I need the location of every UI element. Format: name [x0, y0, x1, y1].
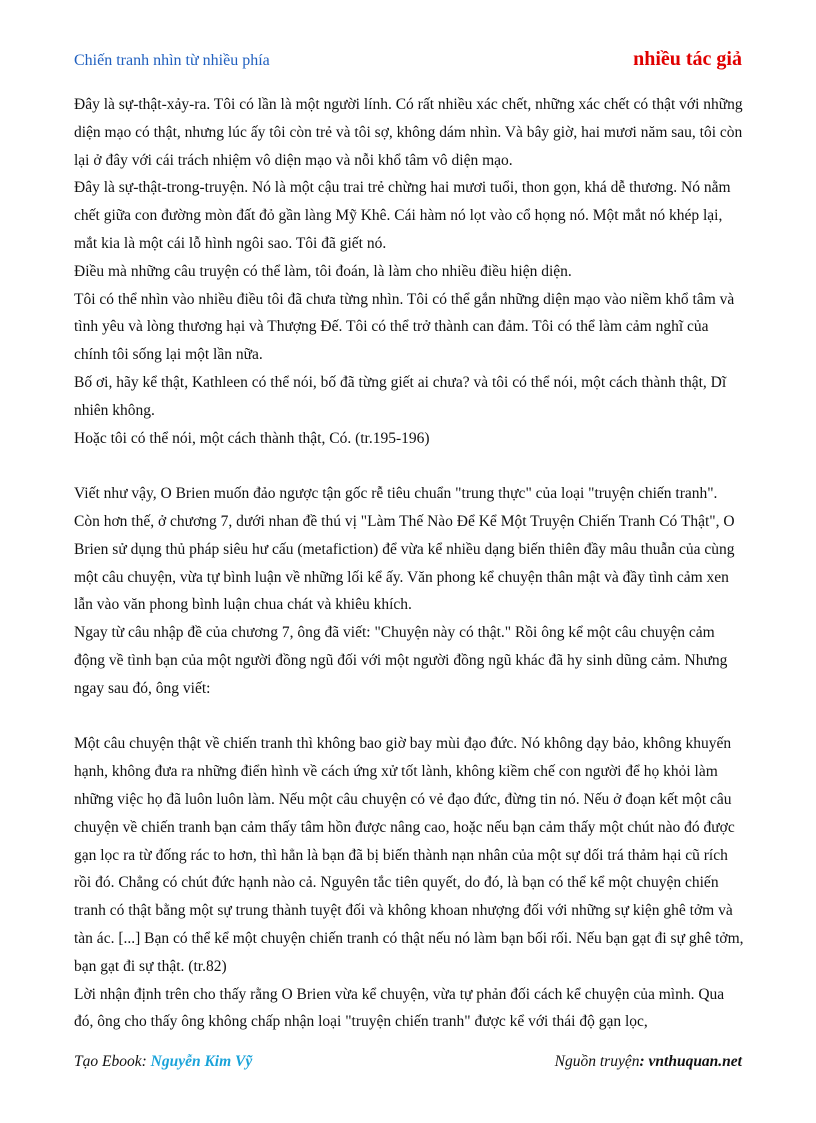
- ebook-credit: Tạo Ebook: Nguyễn Kim Vỹ: [74, 1053, 253, 1070]
- paragraph: Đây là sự-thật-trong-truyện. Nó là một cậu trai trẻ chừng hai mươi tuổi, thon gọn, khá dễ thương. Nó nằm chết giữa con đường mòn đất đỏ gần làng Mỹ Khê. Cái hàm nó lọt vào cổ họng nó. Một mắt nó khép lại, mắt kia là một cái lỗ hình ngôi sao. Tôi đã giết nó.: [74, 179, 731, 252]
- book-title: Chiến tranh nhìn từ nhiều phía: [74, 52, 270, 69]
- paragraph: Đây là sự-thật-xảy-ra. Tôi có lần là một người lính. Có rất nhiều xác chết, những xác chết có thật với những diện mạo có thật, nhưng lúc ấy tôi còn trẻ và tôi sợ, không dám nhìn. Và bây giờ, hai mươi năm sau, tôi còn lại ở đây với cái trách nhiệm vô diện mạo và nỗi khổ tâm vô diện mạo.: [74, 96, 743, 169]
- source-site: vnthuquan.net: [648, 1053, 742, 1070]
- author-label: nhiều tác giả: [633, 48, 742, 70]
- paragraph: Ngay từ câu nhập đề của chương 7, ông đã viết: "Chuyện này có thật." Rồi ông kể một câu chuyện cảm động về tình bạn của một người đồng ngũ đối với một người đồng ngũ khác đã hy sinh dũng cảm. Nhưng ngay sau đó, ông viết:: [74, 624, 728, 697]
- paragraph: Bố ơi, hãy kể thật, Kathleen có thể nói, bố đã từng giết ai chưa? và tôi có thể nói, một cách thành thật, Dĩ nhiên không.: [74, 373, 727, 419]
- paragraph: Một câu chuyện thật về chiến tranh thì không bao giờ bay mùi đạo đức. Nó không dạy bảo, không khuyến hạnh, không đưa ra những điển hình về cách ứng xử tốt lành, không kiềm chế con người để họ khỏi làm những việc họ đã luôn luôn làm. Nếu một câu chuyện có vẻ đạo đức, đừng tin nó. Nếu ở đoạn kết một câu chuyện về chiến tranh bạn cảm thấy tâm hồn được nâng cao, hoặc nếu bạn cảm thấy một chút nào đó được gạn lọc ra từ đống rác to hơn, thì hẳn là bạn đã bị biến thành nạn nhân của một sự dối trá thảm hại cũ rích rồi đó. Chẳng có chút đức hạnh nào cả. Nguyên tắc tiên quyết, do đó, là bạn có thể kể một chuyện chiến tranh có thật bằng một sự trung thành tuyệt đối và không khoan nhượng đối với những sự kiện ghê tởm và tàn ác. [...] Bạn có thể kể một chuyện chiến tranh có thật nếu nó làm bạn bối rối. Nếu bạn gạt đi sự ghê tởm, bạn gạt đi sự thật. (tr.82): [74, 735, 744, 975]
- page-header: [74, 48, 742, 78]
- ebook-credit-label: Tạo Ebook: [74, 1053, 142, 1070]
- paragraph-gap: [74, 703, 746, 731]
- paragraph: Hoặc tôi có thể nói, một cách thành thật, Có. (tr.195-196): [74, 429, 430, 447]
- paragraph: Lời nhận định trên cho thấy rằng O Brien vừa kể chuyện, vừa tự phản đối cách kể chuyện của mình. Qua đó, ông cho thấy ông không chấp nhận loại "truyện chiến tranh" được kể với thái độ gạn lọc,: [74, 985, 725, 1031]
- source-label: Nguồn truyện: [554, 1053, 640, 1070]
- ebook-creator-name: Nguyễn Kim Vỹ: [150, 1053, 253, 1070]
- paragraph: Viết như vậy, O Brien muốn đảo ngược tận gốc rễ tiêu chuẩn "trung thực" của loại "truyện chiến tranh". Còn hơn thế, ở chương 7, dưới nhan đề thú vị "Làm Thế Nào Để Kể Một Truyện Chiến Tranh Có Thật", O Brien sử dụng thủ pháp siêu hư cấu (metafiction) để vừa kể nhiều dạng biến thiên đầy mâu thuẫn của cùng một câu chuyện, vừa tự bình luận về những lối kể ấy. Văn phong kể chuyện thân mật và đầy tình cảm xen lẫn vào văn phong bình luận chua chát và khiêu khích.: [74, 485, 735, 614]
- source-credit: Nguồn truyện: vnthuquan.net: [554, 1053, 742, 1070]
- paragraph-gap: [74, 452, 746, 480]
- paragraph: Điều mà những câu truyện có thể làm, tôi đoán, là làm cho nhiều điều hiện diện.: [74, 262, 572, 280]
- body-text: [74, 91, 746, 1036]
- paragraph: Tôi có thể nhìn vào nhiều điều tôi đã chưa từng nhìn. Tôi có thể gắn những diện mạo vào niềm khổ tâm và tình yêu và lòng thương hại và Thượng Đế. Tôi có thể trở thành can đảm. Tôi có thể làm cảm nghĩ của chính tôi sống lại một lần nữa.: [74, 290, 735, 364]
